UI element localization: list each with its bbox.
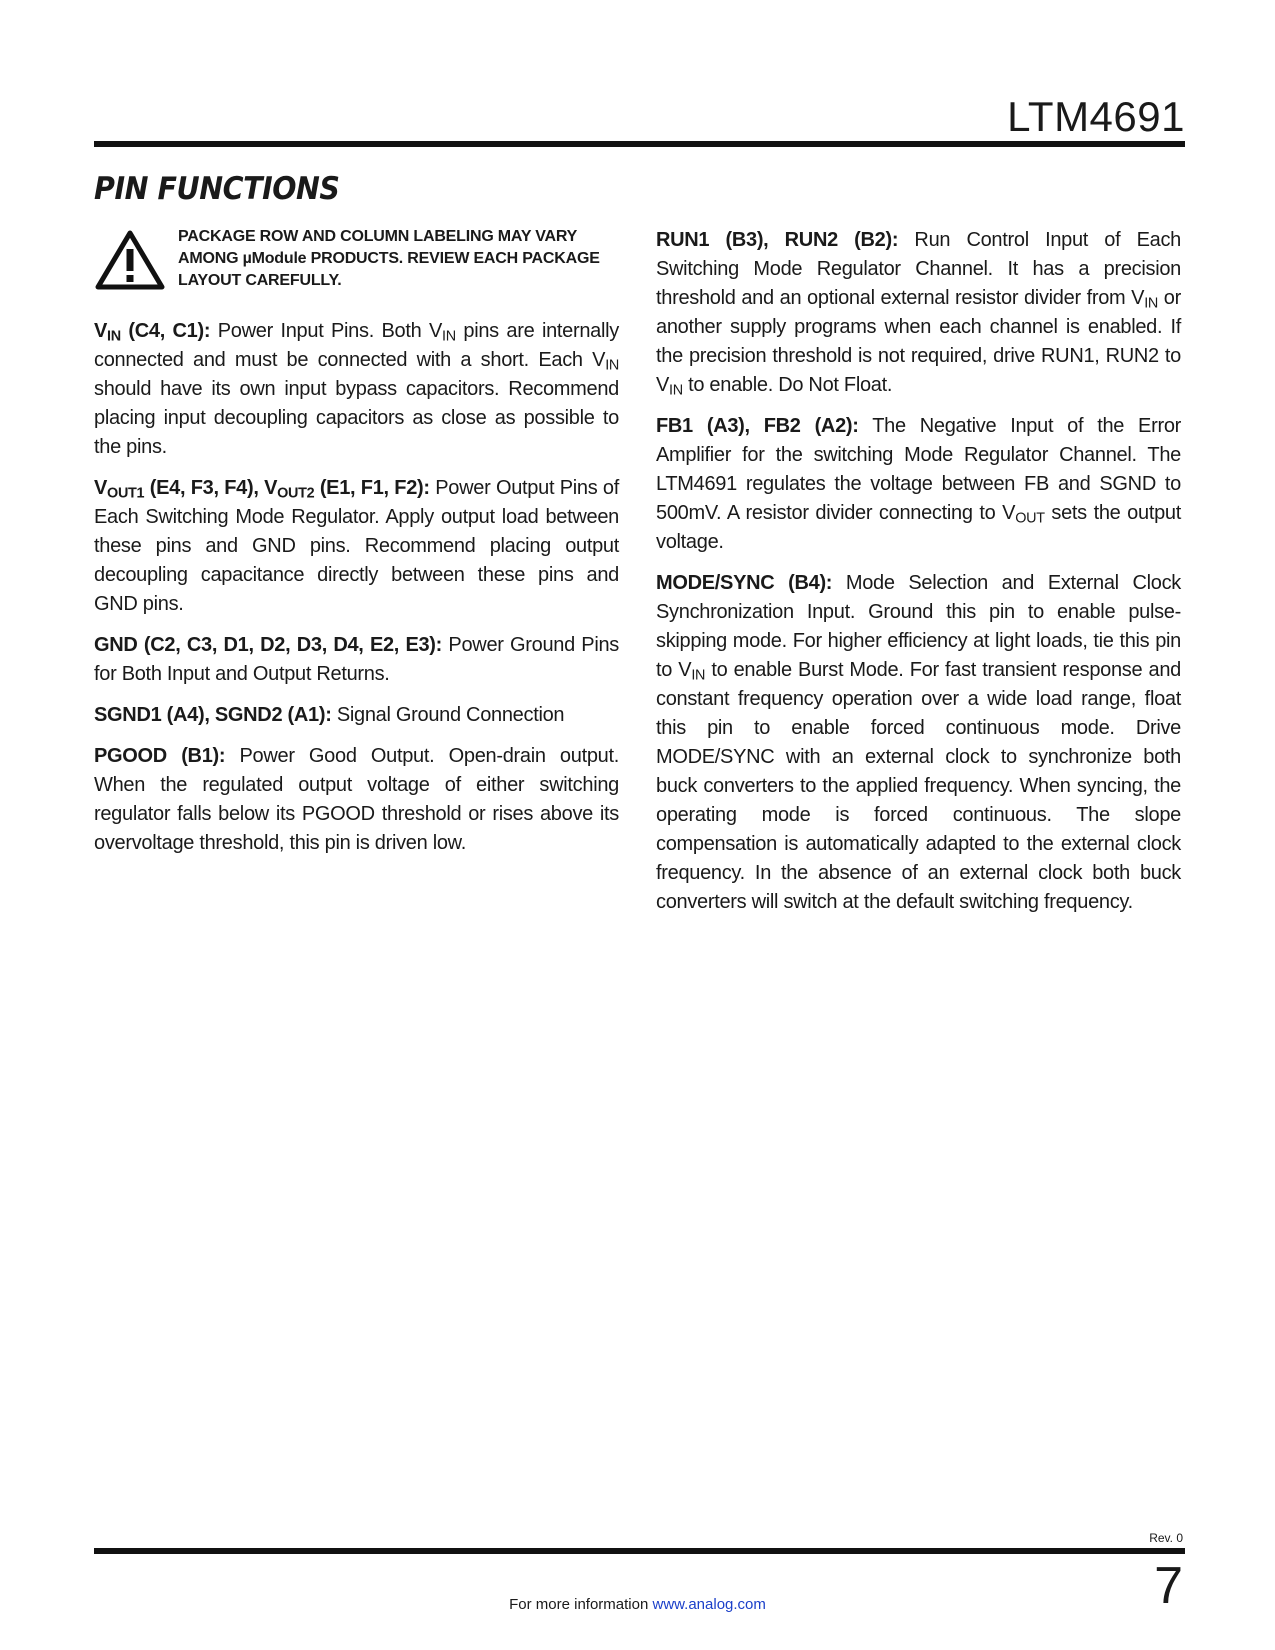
footer-rule xyxy=(94,1548,1185,1554)
pin-vout-description: $V_{OUT1}$ (E4, F3, F4), $V_{OUT2}$ (E1, F1, F2): Power Output Pins of Each Switching Mode Regulator. Apply output load between these pins and GND pins. Recommend placing output decoupling capacitance directly between these pins and GND pins. xyxy=(94,477,619,615)
pin-sgnd-label: SGND1 (A4), SGND2 (A1): xyxy=(94,704,332,726)
pin-mode-description: MODE/SYNC (B4): Mode Selection and External Clock Synchronization Input. Ground this pin to enable pulse-skipping mode. For higher efficiency at light loads, tie this pin to $V_{IN}$ to enable Burst Mode. For fast transient response and constant frequency operation over a wide load range, float this pin to enable forced continuous mode. Drive MODE/SYNC with an external clock to synchronize both buck converters to the applied frequency. When syncing, the operating mode is forced continuous. The slope compensation is automatically adapted to the external clock frequency. In the absence of an external clock both buck converters will switch at the default switching frequency. xyxy=(656,572,1181,913)
header-rule xyxy=(94,141,1185,147)
pin-pgood-description: PGOOD (B1): Power Good Output. Open-drain output. When the regulated output voltage of either switching regulator falls below its PGOOD threshold or rises above its overvoltage threshold, this pin is driven low. xyxy=(94,745,619,854)
pin-run-label: RUN1 (B3), RUN2 (B2): xyxy=(656,229,899,251)
warning-triangle-icon xyxy=(94,228,166,292)
footer-info-text: For more information xyxy=(509,1596,653,1613)
pin-vout-label: $V_{OUT1}$ (E4, F3, F4), $V_{OUT2}$ (E1, F1, F2): xyxy=(94,477,430,502)
pin-mode-label: MODE/SYNC (B4): xyxy=(656,572,833,594)
pin-run-description: RUN1 (B3), RUN2 (B2): Run Control Input of Each Switching Mode Regulator Channel. It has a precision threshold and an optional external resistor divider from $V_{IN}$ or another supply programs when each channel is enabled. If the precision threshold is not required, drive RUN1, RUN2 to $V_{IN}$ to enable. Do Not Float. xyxy=(656,229,1181,399)
page-number: 7 xyxy=(1154,1557,1183,1615)
pin-fb-label: FB1 (A3), FB2 (A2): xyxy=(656,415,859,437)
pin-gnd-label: GND (C2, C3, D1, D2, D3, D4, E2, E3): xyxy=(94,634,443,656)
pin-vin-description: $V_{IN}$ (C4, C1): Power Input Pins. Both $V_{IN}$ pins are internally connected and must be connected with a short. Each $V_{IN}$ should have its own input bypass capacitors. Recommend placing input decoupling capacitors as close as possible to the pins. xyxy=(94,320,619,458)
analog-website-link[interactable]: www.analog.com xyxy=(652,1596,766,1613)
warning-line: PACKAGE ROW AND COLUMN LABELING MAY VARY xyxy=(178,228,578,245)
part-number: LTM4691 xyxy=(1007,93,1185,140)
footer-info xyxy=(0,1596,1275,1613)
left-column xyxy=(94,226,619,870)
warning-text xyxy=(178,226,600,292)
pin-vin-label: $V_{IN}$ (C4, C1): xyxy=(94,320,211,345)
revision-label: Rev. 0 xyxy=(1149,1531,1183,1545)
pin-gnd-description: GND (C2, C3, D1, D2, D3, D4, E2, E3): Power Ground Pins for Both Input and Output Returns. xyxy=(94,634,620,685)
section-title: PIN FUNCTIONS xyxy=(94,171,340,207)
pin-pgood-label: PGOOD (B1): xyxy=(94,745,226,767)
right-column xyxy=(656,226,1181,929)
pin-fb-description: FB1 (A3), FB2 (A2): The Negative Input of the Error Amplifier for the switching Mode Regulator Channel. The LTM4691 regulates the voltage between FB and SGND to 500mV. A resistor divider connecting to $V_{OUT}$ sets the output voltage. xyxy=(656,415,1181,553)
pin-sgnd-description: SGND1 (A4), SGND2 (A1): Signal Ground Connection xyxy=(94,704,565,726)
warning-line: AMONG µModule PRODUCTS. REVIEW EACH PACKAGE xyxy=(178,250,600,267)
warning-line: LAYOUT CAREFULLY. xyxy=(178,272,342,289)
package-warning xyxy=(94,226,619,292)
